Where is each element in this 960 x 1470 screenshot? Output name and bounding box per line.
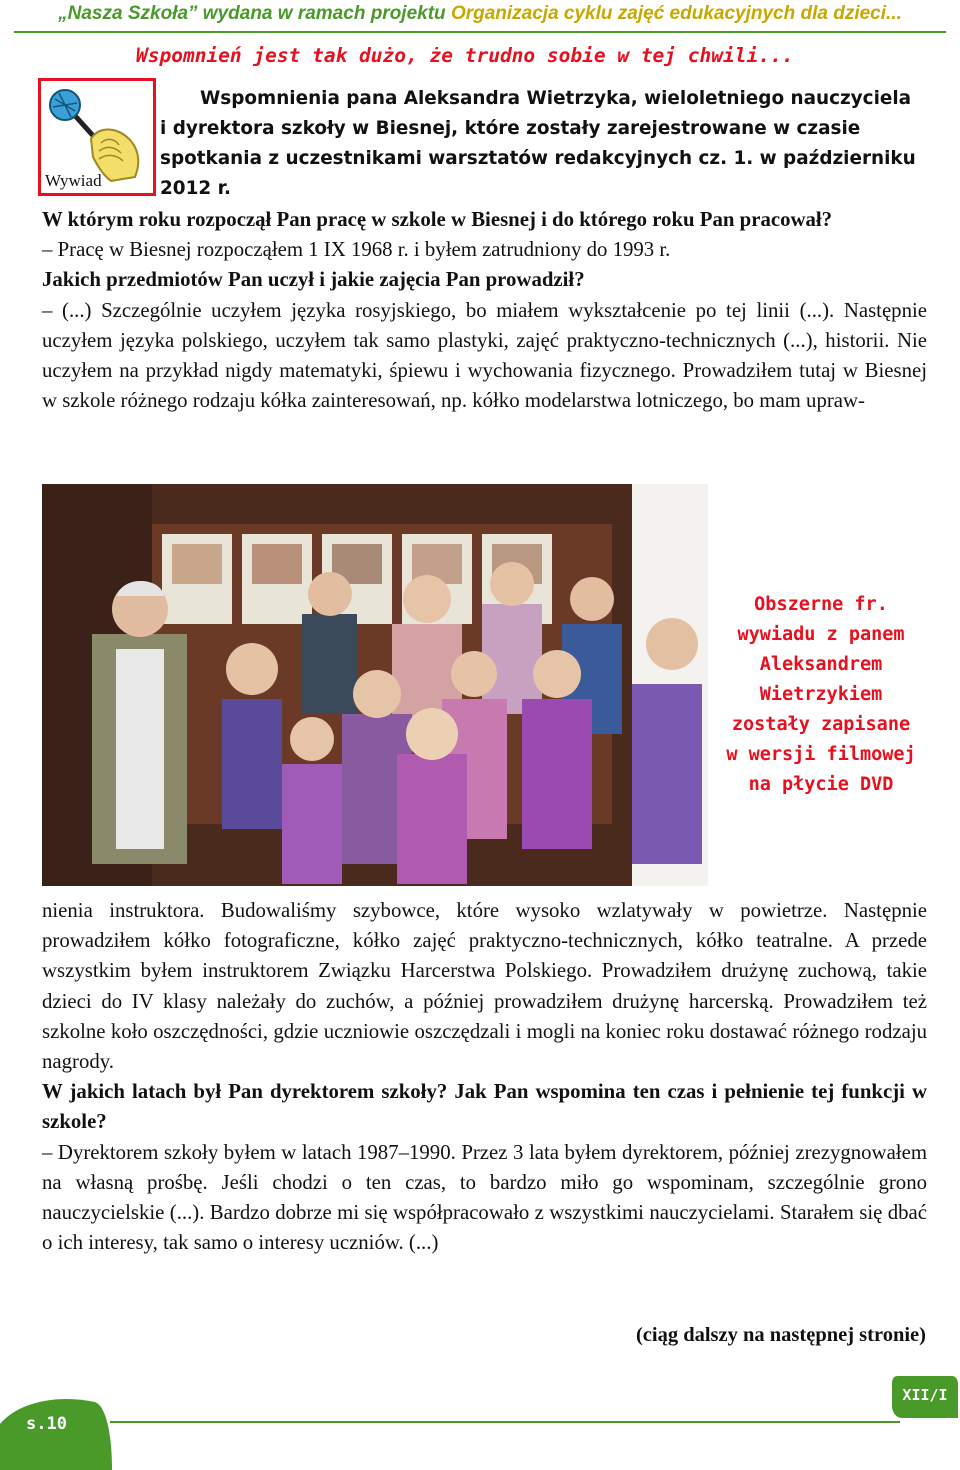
dvd-note-line: Obszerne fr.	[754, 594, 888, 615]
article-upper	[42, 205, 927, 416]
article-subtitle: Wspomnień jest tak dużo, że trudno sobie w tej chwili...	[136, 44, 794, 67]
dvd-note-line: wywiadu z panem	[737, 624, 905, 645]
dvd-note	[716, 590, 926, 800]
interview-logo	[38, 78, 156, 196]
intro-line: Wspomnienia pana Aleksandra Wietrzyka, wieloletniego nauczyciela	[200, 88, 912, 109]
page-header	[0, 0, 960, 30]
logo-label: Wywiad	[45, 171, 102, 190]
photo-illustration	[42, 484, 708, 886]
header-divider	[14, 31, 946, 33]
header-project: Organizacja cyklu zajęć edukacyjnych dla dzieci...	[450, 3, 902, 24]
answer-3: – Dyrektorem szkoły byłem w latach 1987–1990. Przez 3 lata byłem dyrektorem, później zrezygnowałem na własną prośbę. Jeśli chodzi o ten czas, to bardzo miło go wspominam, szczególnie grono nauczycielskie (...). Bardzo dobrze mi się współpracowało z wszystkimi nauczycielami. Starałem się dbać o ich interesy, tak samo o interesy uczniów. (...)	[42, 1140, 927, 1255]
header-prefix: „Nasza Szkoła” wydana w ramach projektu	[58, 3, 451, 24]
answer-2-part-2: nienia instruktora. Budowaliśmy szybowce, które wysoko wzlatywały w powietrze. Następnie prowadziłem kółko fotograficzne, kółko zajęć praktyczno-technicznych, kółko teatralne. A przede wszystkim byłem instruktorem Związku Harcerstwa Polskiego. Prowadziłem drużynę zuchową, takie dzieci do IV klasy należały do zuchów, a później prowadziłem drużynę harcerską. Prowadziłem też szkolne koło oszczędności, gdzie uczniowie oszczędzali i mogli na koniec roku dostawać różnego rodzaju nagrody.	[42, 899, 927, 1074]
intro-line: spotkania z uczestnikami warsztatów redakcyjnych cz. 1. w październiku	[160, 148, 916, 169]
intro-line: 2012 r.	[160, 178, 232, 199]
page-number: s.10	[26, 1414, 67, 1434]
footer-divider	[110, 1421, 900, 1423]
question-2: Jakich przedmiotów Pan uczył i jakie zajęcia Pan prowadził?	[42, 268, 585, 292]
dvd-note-line: na płycie DVD	[748, 774, 894, 795]
article-lower	[42, 896, 927, 1258]
group-photo	[42, 484, 708, 886]
question-1: W którym roku rozpoczął Pan pracę w szkole w Biesnej i do którego roku Pan pracował?	[42, 208, 833, 231]
intro-paragraph	[160, 84, 930, 204]
issue-number: XII/I	[902, 1386, 948, 1404]
continued-note: (ciąg dalszy na następnej stronie)	[635, 1324, 926, 1346]
dvd-note-line: zostały zapisane	[731, 714, 911, 735]
dvd-note-line: w wersji filmowej	[726, 744, 916, 765]
dvd-note-line: Aleksandrem	[759, 654, 883, 675]
dvd-note-line: Wietrzykiem	[759, 684, 883, 705]
question-3: W jakich latach był Pan dyrektorem szkoły? Jak Pan wspomina ten czas i pełnienie tej funkcji w szkole?	[42, 1080, 927, 1134]
answer-2-part-1: – (...) Szczególnie uczyłem języka rosyjskiego, bo miałem wykształcenie po tej linii (...). Następnie uczyłem języka polskiego, uczyłem tak samo plastyki, zajęć praktyczno-technicznych (...), historii. Nie uczyłem na przykład nigdy matematyki, śpiewu i wychowania fizycznego. Prowadziłem tutaj w Biesnej w szkole różnego rodzaju kółka zainteresowań, np. kółko modelarstwa lotniczego, bo mam upraw-	[42, 298, 927, 413]
intro-line: i dyrektora szkoły w Biesnej, które zostały zarejestrowane w czasie	[160, 118, 861, 139]
answer-1: – Pracę w Biesnej rozpocząłem 1 IX 1968 r. i byłem zatrudniony do 1993 r.	[42, 238, 671, 262]
